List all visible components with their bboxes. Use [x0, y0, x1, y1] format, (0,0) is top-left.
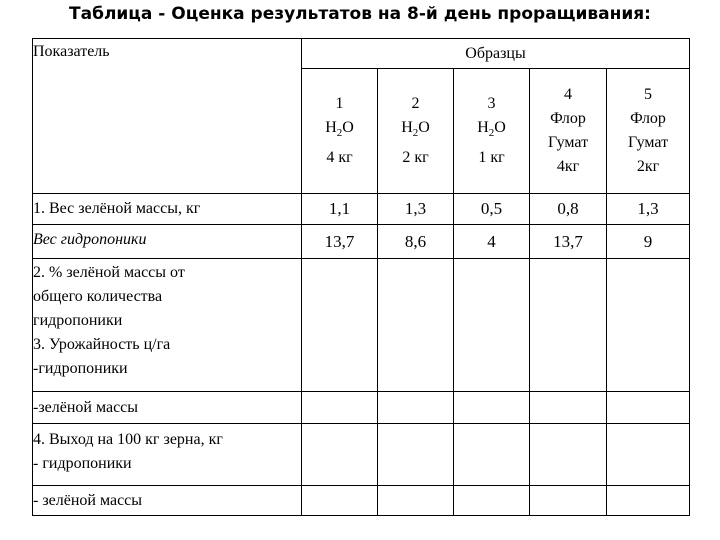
- table-row: [33, 486, 690, 516]
- table-cell: [530, 259, 607, 392]
- sample-dose: 2кг: [636, 158, 660, 175]
- table-cell: 1,3: [607, 194, 690, 225]
- row-label: -зелёной массы: [33, 392, 302, 424]
- table-cell: [378, 424, 454, 486]
- sample-name: $H_2O$: [401, 119, 430, 140]
- page-title: Таблица - Оценка результатов на 8-й день проращивания:: [69, 4, 651, 24]
- table-cell: [607, 392, 690, 424]
- sample-number: 3: [487, 95, 496, 113]
- results-table: [32, 38, 690, 516]
- table-cell: 0,8: [530, 194, 607, 225]
- table-cell: [530, 424, 607, 486]
- table-cell: [302, 259, 378, 392]
- indicator-header-cell: [33, 39, 302, 194]
- sample-column-2: [378, 69, 454, 194]
- table-cell: 1,1: [302, 194, 378, 225]
- table-cell: [302, 392, 378, 424]
- table-row: [33, 259, 690, 392]
- sample-column-5: [607, 69, 690, 194]
- row-label: 2. % зелёной массы от общего количества гидропоники 3. Урожайность ц/га -гидропоники: [33, 259, 302, 392]
- table-cell: [302, 424, 378, 486]
- sample-dose: 4 кг: [326, 148, 353, 166]
- sample-name: $H_2O$: [325, 119, 354, 140]
- table-cell: 9: [607, 225, 690, 259]
- table-row: [33, 194, 690, 225]
- sample-dose: 1 кг: [478, 148, 505, 166]
- sample-name-line: Гумат: [547, 134, 589, 151]
- table-cell: [378, 259, 454, 392]
- table-cell: [607, 259, 690, 392]
- row-label: 4. Выход на 100 кг зерна, кг - гидропоники: [33, 424, 302, 486]
- table-cell: [378, 392, 454, 424]
- sample-name: $H_2O$: [477, 119, 506, 140]
- table-cell: 13,7: [530, 225, 607, 259]
- sample-name-line: Флор: [630, 110, 666, 127]
- row-label: - зелёной массы: [33, 486, 302, 516]
- sample-number: 2: [411, 95, 420, 113]
- sample-dose: 2 кг: [402, 148, 429, 166]
- table-cell: [454, 424, 530, 486]
- table-cell: 4: [454, 225, 530, 259]
- table-cell: [378, 486, 454, 516]
- table-cell: [607, 424, 690, 486]
- sample-dose: 4кг: [556, 158, 580, 175]
- sample-number: 1: [335, 95, 344, 113]
- sample-column-4: [530, 69, 607, 194]
- table-cell: 1,3: [378, 194, 454, 225]
- table-cell: [454, 486, 530, 516]
- table-cell: 8,6: [378, 225, 454, 259]
- sample-column-1: [302, 69, 378, 194]
- table-cell: [530, 392, 607, 424]
- table-row: [33, 225, 690, 259]
- table-cell: 0,5: [454, 194, 530, 225]
- table-cell: [530, 486, 607, 516]
- samples-header: Образцы: [302, 39, 690, 69]
- table-row: [33, 424, 690, 486]
- table-row: [33, 392, 690, 424]
- row-label: 1. Вес зелёной массы, кг: [33, 194, 302, 225]
- indicator-header: Показатель: [33, 43, 110, 60]
- table-cell: [454, 259, 530, 392]
- table-cell: [302, 486, 378, 516]
- table-cell: 13,7: [302, 225, 378, 259]
- table-cell: [454, 392, 530, 424]
- table-cell: [607, 486, 690, 516]
- sample-name-line: Гумат: [627, 134, 669, 151]
- sample-column-3: [454, 69, 530, 194]
- table-header-row: [33, 39, 690, 69]
- sample-name-line: Флор: [550, 110, 586, 127]
- sample-number: 5: [644, 86, 653, 103]
- sample-number: 4: [564, 86, 572, 103]
- row-label: Вес гидропоники: [33, 225, 302, 259]
